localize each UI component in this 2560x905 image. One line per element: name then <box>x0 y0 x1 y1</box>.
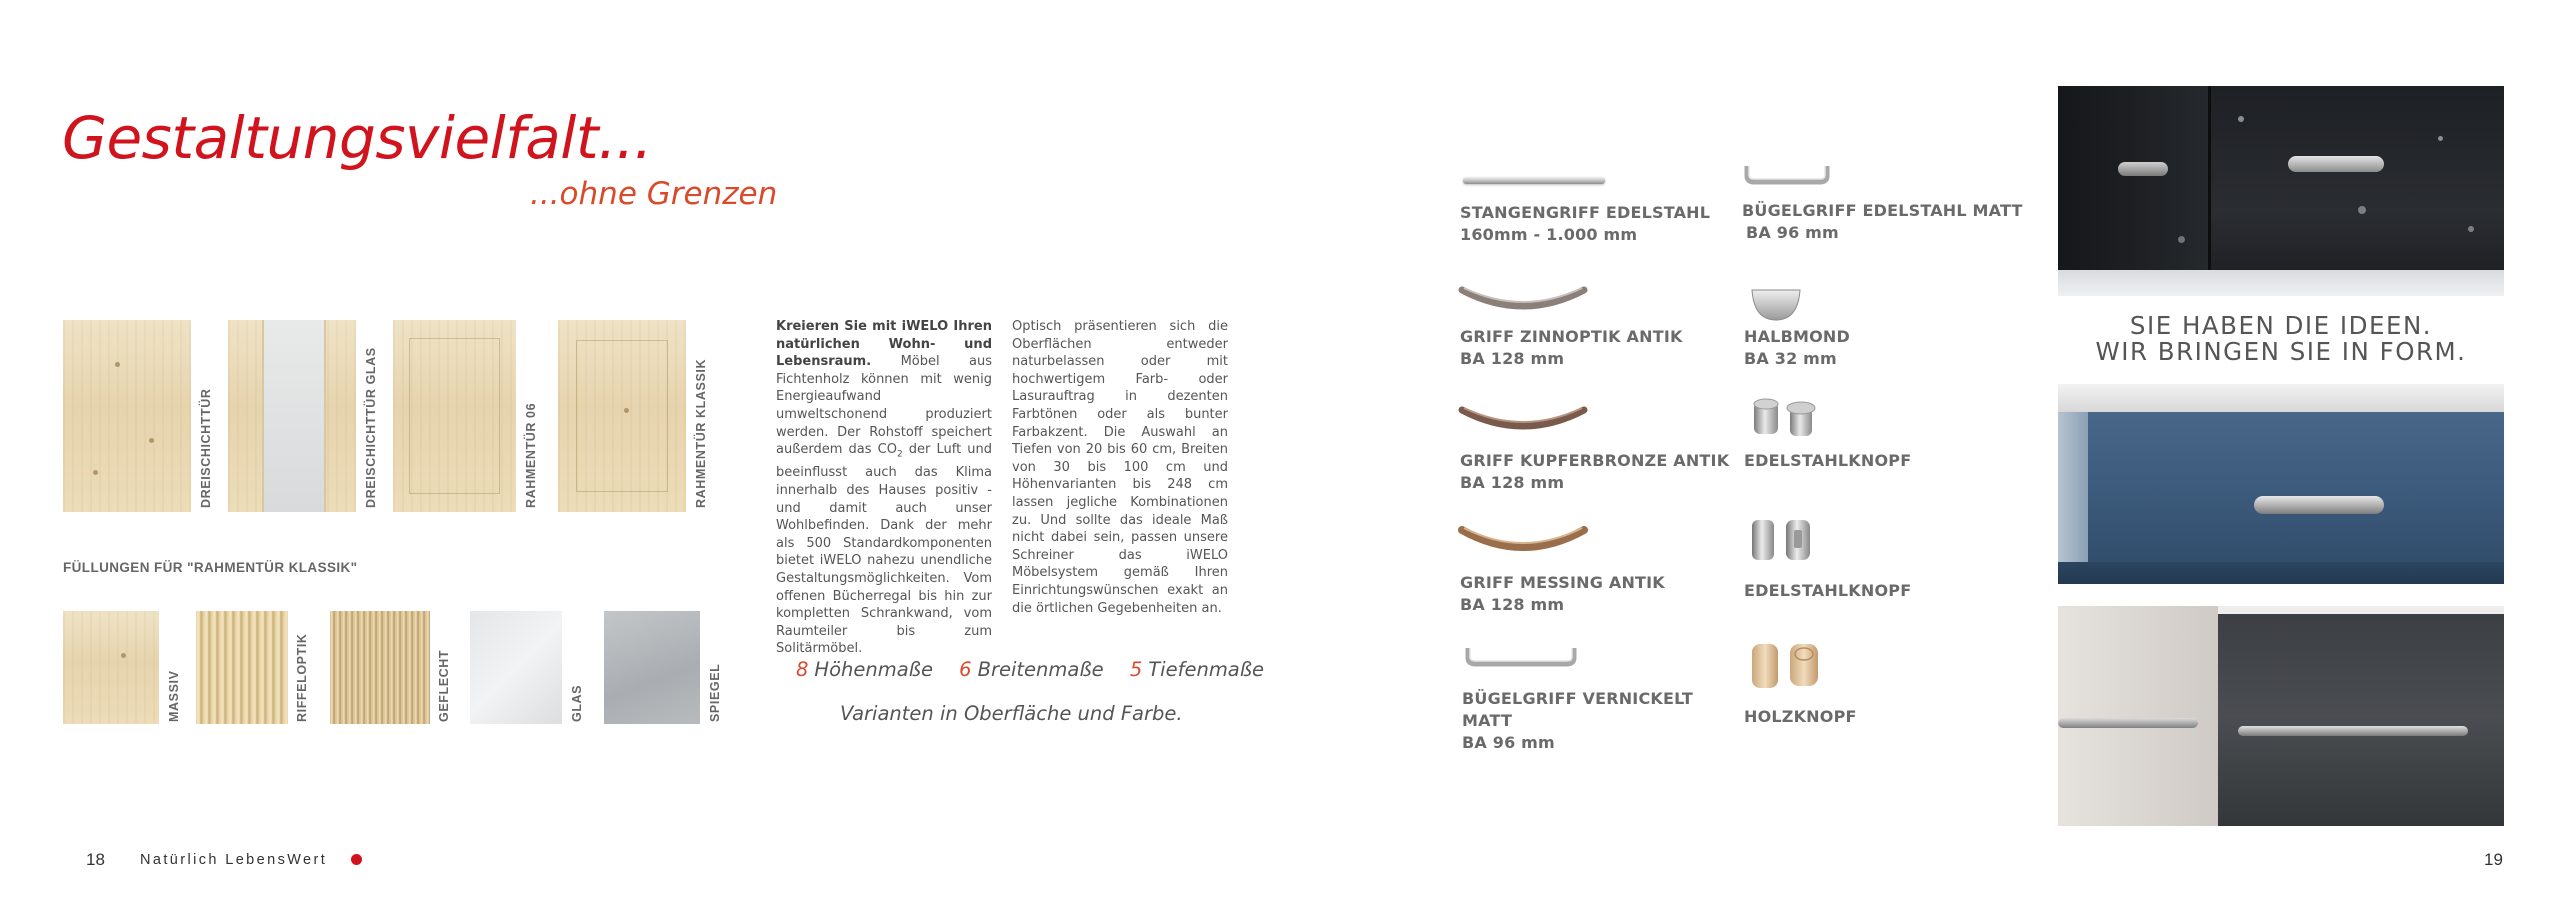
dimension-summary <box>796 658 1284 681</box>
filling-label: SPIEGEL <box>708 663 722 722</box>
handle-name: GRIFF MESSING ANTIK <box>1460 573 1665 592</box>
slogan <box>2058 313 2504 365</box>
door-label: RAHMENTÜR 06 <box>524 402 538 508</box>
handle-item <box>1744 706 1857 728</box>
wood-knob-icon <box>1746 640 1826 692</box>
door-label: DREISCHICHTTÜR GLAS <box>364 347 378 508</box>
filling-label: GEFLECHT <box>437 649 451 722</box>
intro-lead: Kreieren Sie mit iWELO Ihren natürlichen Wohn- und Lebensraum. <box>776 319 992 370</box>
footer-brand: Natürlich LebensWert <box>140 852 328 868</box>
door-label: DREISCHICHTTÜR <box>199 388 213 508</box>
handle-detail: BA 128 mm <box>1460 473 1565 492</box>
handle-detail: BA 128 mm <box>1460 349 1565 368</box>
brand-dot-icon <box>351 854 362 865</box>
widths-count: 6 <box>959 658 972 681</box>
widths-label: Breitenmaße <box>977 658 1104 681</box>
door-rahmentuer-06-image <box>393 320 516 512</box>
steel-knob-icon <box>1746 396 1826 442</box>
page-number-right: 19 <box>2484 850 2503 869</box>
filling-massiv-image <box>63 611 159 724</box>
page-subtitle: ...ohne Grenzen <box>530 176 778 212</box>
curved-handle-icon <box>1458 282 1588 316</box>
handle-detail: BA 128 mm <box>1460 595 1565 614</box>
intro-text-column-1 <box>776 318 992 658</box>
door-label: RAHMENTÜR KLASSIK <box>694 358 708 508</box>
door-dreischicht-glas-image <box>228 320 356 512</box>
handle-name: EDELSTAHLKNOPF <box>1744 581 1912 600</box>
photo-blue-drawer <box>2058 384 2504 584</box>
slogan-line-1: SIE HABEN DIE IDEEN. <box>2129 311 2433 340</box>
bar-handle-icon <box>1463 177 1605 184</box>
page-title: Gestaltungsvielfalt... <box>62 104 652 172</box>
curved-handle-icon <box>1458 402 1588 436</box>
filling-geflecht-image <box>330 611 430 724</box>
steel-knob-icon <box>1744 516 1824 564</box>
handle-item <box>1744 580 1911 602</box>
co2-subscript: 2 <box>896 449 903 460</box>
filling-glas-image <box>470 611 562 724</box>
handle-name: HALBMOND <box>1744 327 1850 346</box>
handle-name: BÜGELGRIFF VERNICKELT MATT <box>1462 689 1693 730</box>
filling-label: MASSIV <box>167 670 181 722</box>
handle-item <box>1744 450 1911 472</box>
handle-name: BÜGELGRIFF EDELSTAHL MATT <box>1742 201 2023 220</box>
door-rahmentuer-klassik-image <box>558 320 686 512</box>
handle-detail: BA 96 mm <box>1462 733 1555 752</box>
handle-detail: BA 32 mm <box>1744 349 1837 368</box>
depths-count: 5 <box>1129 658 1143 681</box>
door-dreischicht-image <box>63 320 191 512</box>
depths-label: Tiefenmaße <box>1148 658 1265 681</box>
handle-name: EDELSTAHLKNOPF <box>1744 451 1912 470</box>
half-moon-knob-icon <box>1748 284 1804 324</box>
handle-item <box>1460 450 1729 494</box>
handle-name: GRIFF KUPFERBRONZE ANTIK <box>1460 451 1730 470</box>
handle-item <box>1744 326 1850 370</box>
handle-detail: 160mm - 1.000 mm <box>1460 225 1638 244</box>
handle-item <box>1460 326 1683 370</box>
fillings-title: FÜLLUNGEN FÜR "RAHMENTÜR KLASSIK" <box>63 560 358 575</box>
heights-count: 8 <box>796 658 809 681</box>
handle-name: GRIFF ZINNOPTIK ANTIK <box>1460 327 1683 346</box>
intro-text-column-2: Optisch präsentieren sich die Oberflächen entweder naturbelassen oder mit hochwertigem Farb- oder Lasurauftrag in dezenten Farbtönen oder als bunter Farbakzent. Die Auswahl an Tiefen von 20 bis 60 cm, Breiten von 30 bis 100 cm und Höhenvarianten bis 248 cm lassen jegliche Kombinationen zu. Und sollte das ideale Maß nicht dabei sein, passen unsere Schreiner das iWELO Möbelsystem gemäß Ihren Einrichtungswünschen exakt an die örtlichen Gegebenheiten an. <box>1012 319 1228 616</box>
photo-black-drawer <box>2058 86 2504 296</box>
filling-label: GLAS <box>570 684 584 722</box>
handle-item <box>1460 572 1665 616</box>
slogan-line-2: WIR BRINGEN SIE IN FORM. <box>2095 337 2467 366</box>
curved-handle-icon <box>1458 522 1588 558</box>
bow-handle-icon <box>1462 644 1580 670</box>
handle-item <box>1460 202 1710 246</box>
bow-handle-icon <box>1742 162 1832 188</box>
intro-body-a: Möbel aus Fichtenholz können mit wenig Energieaufwand umweltschonend produziert werden. Der Rohstoff speichert außerdem das CO <box>776 354 992 458</box>
filling-riffeloptik-image <box>196 611 288 724</box>
filling-label: RIFFELOPTIK <box>295 633 309 722</box>
handle-item <box>1742 200 2023 244</box>
page-number-left: 18 <box>86 850 105 869</box>
variants-text: Varianten in Oberfläche und Farbe. <box>840 702 1183 725</box>
handle-name: HOLZKNOPF <box>1744 707 1857 726</box>
handle-item <box>1462 688 1702 754</box>
intro-body-b: der Luft und beeinflusst auch das Klima innerhalb des Hauses positiv - und damit auch unser Wohlbefinden. Dank der mehr als 500 Standardkomponenten bietet iWELO nahezu unendliche Gestaltungsmöglichkeiten. Vom offenen Bücherregal bis hin zur kompletten Schrankwand, vom Raumteiler bis zum Solitärmöbel. <box>776 442 992 657</box>
handle-name: STANGENGRIFF EDELSTAHL <box>1460 203 1711 222</box>
filling-spiegel-image <box>604 611 700 724</box>
photo-dark-drawer <box>2058 606 2504 826</box>
handle-detail: BA 96 mm <box>1746 223 1839 242</box>
heights-label: Höhenmaße <box>814 658 933 681</box>
